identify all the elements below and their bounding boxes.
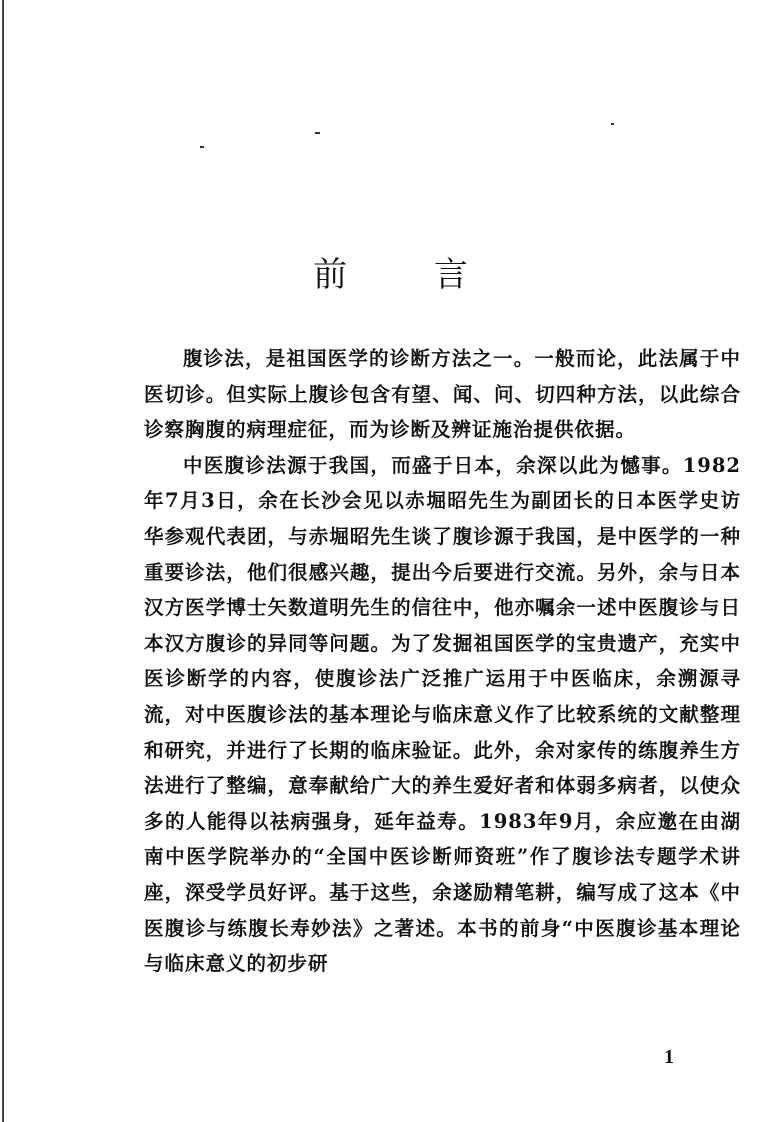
preface-body (144, 341, 741, 982)
page-number: 1 (664, 1046, 674, 1068)
paragraph-2: 中医腹诊法源于我国，而盛于日本，余深以此为憾事。1982年7月3日，余在长沙会见以赤堀昭先生为副团长的日本医学史访华参观代表团，与赤堀昭先生谈了腹诊源于我国，是中医学的一种重要诊法，他们很感兴趣，提出今后要进行交流。另外，余与日本汉方医学博士矢数道明先生的信往中，他亦嘱余一述中医腹诊与日本汉方腹诊的异同等问题。为了发掘祖国医学的宝贵遗产，充实中医诊断学的内容，使腹诊法广泛推广运用于中医临床，余溯源寻流，对中医腹诊法的基本理论与临床意义作了比较系统的文献整理和研究，并进行了长期的临床验证。此外，余对家传的练腹养生方法进行了整编，意奉献给广大的养生爱好者和体弱多病者，以使众多的人能得以祛病强身，延年益寿。1983年9月，余应邀在由湖南中医学院举办的“全国中医诊断师资班”作了腹诊法专题学术讲座，深受学员好评。基于这些，余遂励精笔耕，编写成了这本《中医腹诊与练腹长寿妙法》之著述。本书的前身“中医腹诊基本理论与临床意义的初步研 (144, 453, 741, 976)
scan-speck (611, 123, 614, 125)
scan-speck (315, 132, 320, 134)
scan-speck (200, 146, 204, 148)
page-edge-line (2, 0, 4, 1122)
paragraph-1: 腹诊法，是祖国医学的诊断方法之一。一般而论，此法属于中医切诊。但实际上腹诊包含有望、闻、问、切四种方法，以此综合诊察胸腹的病理症征，而为诊断及辨证施治提供依据。 (144, 347, 741, 442)
page-title: 前 言 (313, 254, 506, 295)
